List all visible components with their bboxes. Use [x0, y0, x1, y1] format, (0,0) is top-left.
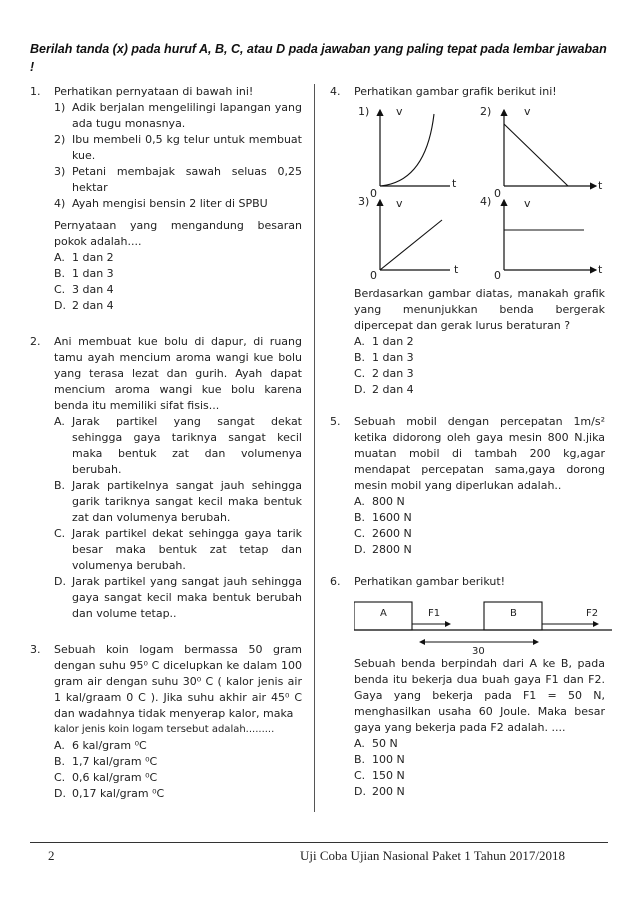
- answer-option-b[interactable]: B. 1 dan 3: [354, 351, 414, 364]
- question-stem: Perhatikan gambar berikut!: [354, 575, 506, 588]
- statement-item: 1) Adik berjalan mengelilingi lapangan yang ada tugu monasnya.: [54, 101, 302, 130]
- answer-option-c[interactable]: C. 2 dan 3: [354, 367, 414, 380]
- graph-4-label: 4): [480, 195, 492, 208]
- question-stem: Sebuah koin logam bermassa 50 gram dengan suhu 95⁰ C dicelupkan ke dalam 100 gram air dengan suhu 30⁰ C ( kalor jenis air 1 kal/graam 0 C ). Jika suhu akhir air 45⁰ C dan wadahnya tidak menyerap kalor, maka: [54, 643, 302, 720]
- answer-option-d[interactable]: D. 200 N: [354, 785, 405, 798]
- question-4: [330, 84, 605, 398]
- answer-option-d[interactable]: D. 2800 N: [354, 543, 412, 556]
- axis-v-label: v: [396, 197, 403, 210]
- axis-v-label: v: [396, 105, 403, 118]
- question-number: 6.: [330, 575, 341, 588]
- origin-label: 0: [370, 187, 377, 200]
- axis-t-label: t: [452, 177, 457, 190]
- instruction-heading: Berilah tanda (x) pada huruf A, B, C, atau D pada jawaban yang paling tepat pada lembar jawaban !: [30, 42, 607, 74]
- block-b-label: B: [510, 608, 517, 619]
- question-3: [30, 642, 302, 802]
- answer-option-b[interactable]: B. Jarak partikelnya sangat jauh sehingga garik tariknya sangat kecil maka bentuk zat dan volumenya berubah.: [54, 479, 302, 524]
- question-stem: Perhatikan gambar grafik berikut ini!: [354, 85, 557, 98]
- question-number: 1.: [30, 85, 41, 98]
- axis-v-label: v: [524, 197, 531, 210]
- answer-option-a[interactable]: A. 800 N: [354, 495, 405, 508]
- statement-item: 3) Petani membajak sawah seluas 0,25 hektar: [54, 165, 302, 194]
- answer-option-b[interactable]: B. 1 dan 3: [54, 267, 114, 280]
- distance-label: 30: [472, 646, 485, 657]
- graph-2-line: [504, 124, 568, 186]
- answer-option-d[interactable]: D. Jarak partikel yang sangat jauh sehingga gaya sangat kecil maka bentuk berubah dan volume tetap..: [54, 575, 302, 620]
- graph-3-label: 3): [358, 195, 370, 208]
- force-1-label: F1: [428, 608, 441, 619]
- left-column: [30, 84, 302, 818]
- answer-option-a[interactable]: A. 1 dan 2: [354, 335, 414, 348]
- graph-1-curve: [380, 114, 434, 186]
- question-1: [30, 84, 302, 314]
- force-figure: [354, 596, 612, 656]
- graph-4: [504, 197, 596, 270]
- answer-option-a[interactable]: A. 50 N: [354, 737, 398, 750]
- answer-option-a[interactable]: A. 6 kal/gram ⁰C: [54, 739, 147, 752]
- answer-option-c[interactable]: C. 3 dan 4: [54, 283, 114, 296]
- answer-option-c[interactable]: C. 150 N: [354, 769, 405, 782]
- question-stem: Ani membuat kue bolu di dapur, di ruang tamu ayah mencium aroma wangi kue bolu yang terasa lezat dan gurih. Ayah dapat mencium aroma wangi kue bolu karena benda itu memiliki sifat fisis...: [54, 335, 302, 412]
- axis-v-label: v: [524, 105, 531, 118]
- answer-option-c[interactable]: C. 2600 N: [354, 527, 412, 540]
- answer-option-b[interactable]: B. 1,7 kal/gram ⁰C: [54, 755, 158, 768]
- question-number: 2.: [30, 335, 41, 348]
- question-2: [30, 334, 302, 622]
- question-stem-continued: kalor jenis koin logam tersebut adalah.........: [54, 724, 275, 735]
- question-prompt: Berdasarkan gambar diatas, manakah grafik yang menunjukkan benda bergerak dipercepat dan gerak lurus beraturan ?: [354, 287, 605, 332]
- answer-option-c[interactable]: C. 0,6 kal/gram ⁰C: [54, 771, 158, 784]
- footer-divider: [30, 842, 608, 843]
- column-divider: [314, 84, 315, 812]
- answer-option-b[interactable]: B. 1600 N: [354, 511, 412, 524]
- answer-option-d[interactable]: D. 0,17 kal/gram ⁰C: [54, 787, 165, 800]
- answer-option-a[interactable]: A. Jarak partikel yang sangat dekat sehingga gaya tariknya sangat kecil maka bentuk zat dan volumenya berubah.: [54, 415, 302, 476]
- statement-item: 4) Ayah mengisi bensin 2 liter di SPBU: [54, 197, 268, 210]
- question-number: 3.: [30, 643, 41, 656]
- question-prompt: Pernyataan yang mengandung besaran pokok adalah....: [54, 219, 302, 248]
- graph-2-label: 2): [480, 105, 492, 118]
- footer-title: Uji Coba Ujian Nasional Paket 1 Tahun 2017/2018: [300, 848, 565, 863]
- origin-label: 0: [370, 269, 377, 282]
- origin-label: 0: [494, 187, 501, 200]
- graph-2: [504, 110, 596, 186]
- axis-t-label: t: [598, 263, 603, 276]
- graph-3: [380, 197, 450, 270]
- question-stem: Perhatikan pernyataan di bawah ini!: [54, 85, 254, 98]
- axis-t-label: t: [454, 263, 459, 276]
- question-number: 4.: [330, 85, 341, 98]
- answer-option-b[interactable]: B. 100 N: [354, 753, 405, 766]
- axis-t-label: t: [598, 179, 603, 192]
- statement-item: 2) Ibu membeli 0,5 kg telur untuk membuat kue.: [54, 133, 302, 162]
- answer-option-d[interactable]: D. 2 dan 4: [54, 299, 114, 312]
- page-number: 2: [48, 848, 55, 863]
- answer-option-a[interactable]: A. 1 dan 2: [54, 251, 114, 264]
- right-column: [330, 84, 605, 816]
- answer-option-c[interactable]: C. Jarak partikel dekat sehingga gaya tarik besar maka bentuk zat tetap dan volumenya berubah.: [54, 527, 302, 572]
- origin-label: 0: [494, 269, 501, 282]
- graph-1-label: 1): [358, 105, 370, 118]
- question-number: 5.: [330, 415, 341, 428]
- velocity-time-graphs: [356, 104, 606, 282]
- graph-3-line: [380, 220, 442, 270]
- question-6: [330, 574, 605, 800]
- question-prompt: Sebuah benda berpindah dari A ke B, pada benda itu bekerja dua buah gaya F1 dan F2. Gaya yang bekerja pada F1 = 50 N, menghasilkan usaha 60 Joule. Maka besar gaya yang bekerja pada F2 adalah. ....: [354, 657, 605, 734]
- force-2-label: F2: [586, 608, 599, 619]
- graph-1: [380, 110, 450, 186]
- answer-option-d[interactable]: D. 2 dan 4: [354, 383, 414, 396]
- block-a-label: A: [380, 608, 387, 619]
- graph-figure: [356, 104, 606, 282]
- question-stem: Sebuah mobil dengan percepatan 1m/s² ketika didorong oleh gaya mesin 800 N.jika muatan mobil di tambah 200 kg,agar mendapat percepatan sama,gaya dorong mesin mobil yang diperlukan adalah..: [354, 415, 605, 492]
- question-5: [330, 414, 605, 558]
